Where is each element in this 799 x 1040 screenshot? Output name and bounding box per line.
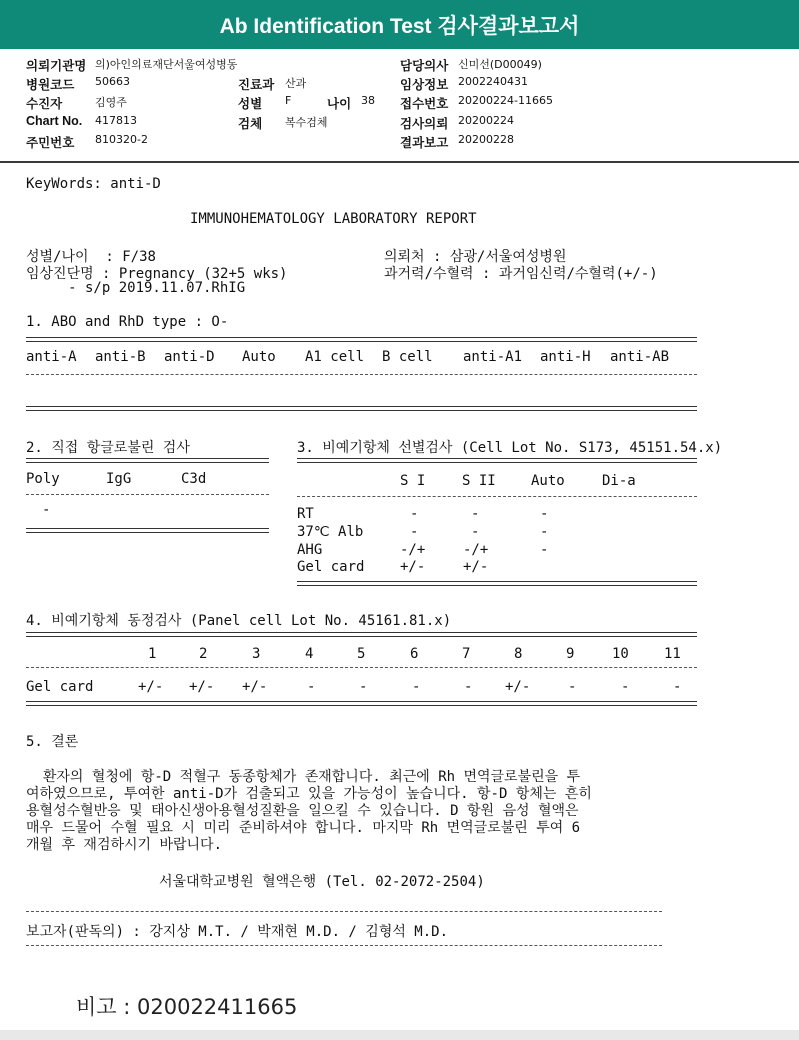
screen-header: Di-a	[602, 473, 636, 489]
age-label: 나이	[327, 97, 352, 111]
double-rule	[26, 701, 697, 706]
double-rule	[26, 632, 697, 637]
section-3-title: 3. 비예기항체 선별검사 (Cell Lot No. S173, 45151.54.x)	[297, 440, 723, 456]
screen-cell: -	[410, 524, 419, 540]
abo-header: A1 cell	[305, 349, 365, 365]
patient-name: 김영주	[95, 96, 127, 109]
single-rule	[26, 667, 697, 668]
abo-header: anti-B	[95, 349, 146, 365]
single-rule	[26, 945, 662, 946]
sex: F	[285, 94, 292, 107]
requester: 의뢰처 : 삼광/서울여성병원	[384, 249, 567, 265]
history: 과거력/수혈력 : 과거임신력/수혈력(+/-)	[384, 266, 658, 282]
remark: 비고 : 020022411665	[76, 995, 298, 1019]
dept: 산과	[285, 77, 307, 90]
info-row	[0, 75, 799, 93]
section-2-title: 2. 직접 항글로불린 검사	[26, 440, 190, 456]
screen-cell: -	[540, 542, 549, 558]
section-1-title: 1. ABO and RhD type : O-	[26, 314, 229, 330]
clinical-info-label: 임상정보	[400, 78, 449, 92]
panel-header: 5	[357, 646, 366, 662]
panel-header: 11	[664, 646, 681, 662]
sex-label: 성별	[238, 97, 263, 111]
abo-header: B cell	[382, 349, 433, 365]
diagnosis-note: - s/p 2019.11.07.RhIG	[26, 280, 246, 296]
panel-header: 1	[148, 646, 157, 662]
bottom-margin	[0, 1030, 799, 1040]
info-row	[0, 94, 799, 112]
panel-header: 9	[566, 646, 575, 662]
patient-info-panel	[0, 49, 799, 161]
screen-header: Auto	[531, 473, 565, 489]
panel-cell: -	[412, 679, 421, 695]
ssn-label: 주민번호	[26, 136, 75, 150]
conclusion-line: 용혈성수혈반응 및 태아신생아용혈성질환을 일으킬 수 있습니다. D 항원 음성 혈액은	[26, 803, 579, 819]
ssn: 810320-2	[95, 133, 148, 146]
screen-row-label: Gel card	[297, 559, 365, 575]
screen-cell: -	[471, 524, 480, 540]
abo-header: anti-H	[540, 349, 591, 365]
panel-cell: -	[359, 679, 368, 695]
screen-cell: +/-	[463, 559, 489, 575]
panel-cell: -	[307, 679, 316, 695]
section-4-title: 4. 비예기항체 동정검사 (Panel cell Lot No. 45161.81.x)	[26, 613, 452, 629]
screen-cell: -	[410, 506, 419, 522]
panel-header: 3	[252, 646, 261, 662]
panel-cell: +/-	[138, 679, 164, 695]
chart-no: 417813	[95, 114, 137, 127]
reporter: 보고자(판독의) : 강지상 M.T. / 박재현 M.D. / 김형석 M.D.	[26, 924, 449, 940]
dat-value: -	[42, 502, 51, 518]
dept-label: 진료과	[238, 78, 275, 92]
request-date-label: 검사의뢰	[400, 117, 449, 131]
abo-header: anti-D	[164, 349, 215, 365]
info-row	[0, 56, 799, 74]
panel-header: 8	[514, 646, 523, 662]
double-rule	[297, 458, 697, 463]
screen-header: S II	[462, 473, 496, 489]
double-rule	[26, 337, 697, 342]
report-date-label: 결과보고	[400, 136, 449, 150]
panel-cell: +/-	[242, 679, 268, 695]
panel-header: 4	[305, 646, 314, 662]
screen-cell: +/-	[400, 559, 426, 575]
panel-cell: +/-	[189, 679, 215, 695]
abo-header: anti-AB	[610, 349, 670, 365]
hospital-code: 50663	[95, 75, 130, 88]
doctor-label: 담당의사	[400, 59, 449, 73]
panel-cell: -	[673, 679, 682, 695]
panel-row-label: Gel card	[26, 679, 94, 695]
double-rule	[26, 528, 269, 533]
screen-cell: -/+	[463, 542, 489, 558]
receipt-no: 20200224-11665	[458, 94, 553, 107]
institution: 서울대학교병원 혈액은행 (Tel. 02-2072-2504)	[159, 874, 485, 890]
requesting-org: 의)아인의료재단서울여성병동	[95, 58, 238, 71]
double-rule	[297, 581, 697, 586]
request-date: 20200224	[458, 114, 514, 127]
single-rule	[26, 911, 662, 912]
report-title-bar	[0, 0, 799, 49]
doctor: 신미선(D00049)	[458, 58, 542, 71]
report-heading: IMMUNOHEMATOLOGY LABORATORY REPORT	[190, 211, 477, 227]
screen-cell: -	[540, 506, 549, 522]
panel-cell: -	[464, 679, 473, 695]
screen-header: S I	[400, 473, 426, 489]
keywords: KeyWords: anti-D	[26, 176, 161, 192]
abo-header: anti-A	[26, 349, 77, 365]
double-rule	[26, 458, 269, 463]
age: 38	[361, 94, 375, 107]
dat-header: IgG	[106, 471, 132, 487]
conclusion-line: 개월 후 재검하시기 바랍니다.	[26, 837, 223, 853]
section-5-title: 5. 결론	[26, 734, 79, 750]
panel-cell: -	[621, 679, 630, 695]
conclusion-line: 매우 드물어 수혈 필요 시 미리 준비하셔야 합니다. 마지막 Rh 면역글로불린 투여 6	[26, 820, 581, 836]
panel-cell: -	[568, 679, 577, 695]
chart-no-label: Chart No.	[26, 114, 83, 128]
screen-cell: -	[471, 506, 480, 522]
abo-header: anti-A1	[463, 349, 523, 365]
screen-row-label: 37℃ Alb	[297, 524, 364, 540]
hospital-code-label: 병원코드	[26, 78, 75, 92]
dat-header: Poly	[26, 471, 60, 487]
conclusion-line: 여하였으므로, 투여한 anti-D가 검출되고 있을 가능성이 높습니다. 항-D 항체는 흔히	[26, 786, 592, 802]
diagnosis: 임상진단명 : Pregnancy (32+5 wks)	[26, 266, 288, 282]
sex-age: 성별/나이 : F/38	[26, 249, 156, 265]
specimen-label: 검체	[238, 117, 263, 131]
info-row	[0, 114, 799, 132]
single-rule	[26, 494, 269, 495]
panel-header: 2	[199, 646, 208, 662]
panel-cell: +/-	[505, 679, 531, 695]
screen-cell: -	[540, 524, 549, 540]
receipt-no-label: 접수번호	[400, 97, 449, 111]
info-row	[0, 133, 799, 151]
screen-row-label: AHG	[297, 542, 323, 558]
requesting-org-label: 의뢰기관명	[26, 59, 87, 73]
patient-label: 수진자	[26, 97, 63, 111]
double-rule	[26, 406, 697, 411]
panel-header: 10	[612, 646, 629, 662]
report-date: 20200228	[458, 133, 514, 146]
single-rule	[26, 374, 697, 375]
report-title: Ab Identification Test 검사결과보고서	[219, 14, 580, 38]
specimen: 복수검체	[285, 116, 328, 129]
dat-header: C3d	[181, 471, 207, 487]
abo-header: Auto	[242, 349, 276, 365]
screen-row-label: RT	[297, 506, 314, 522]
clinical-info: 2002240431	[458, 75, 528, 88]
panel-header: 7	[462, 646, 471, 662]
lab-report	[0, 163, 799, 1030]
panel-header: 6	[410, 646, 419, 662]
screen-cell: -/+	[400, 542, 426, 558]
conclusion-line: 환자의 혈청에 항-D 적혈구 동종항체가 존재합니다. 최근에 Rh 면역글로불린을 투	[26, 769, 581, 785]
single-rule	[297, 496, 697, 497]
